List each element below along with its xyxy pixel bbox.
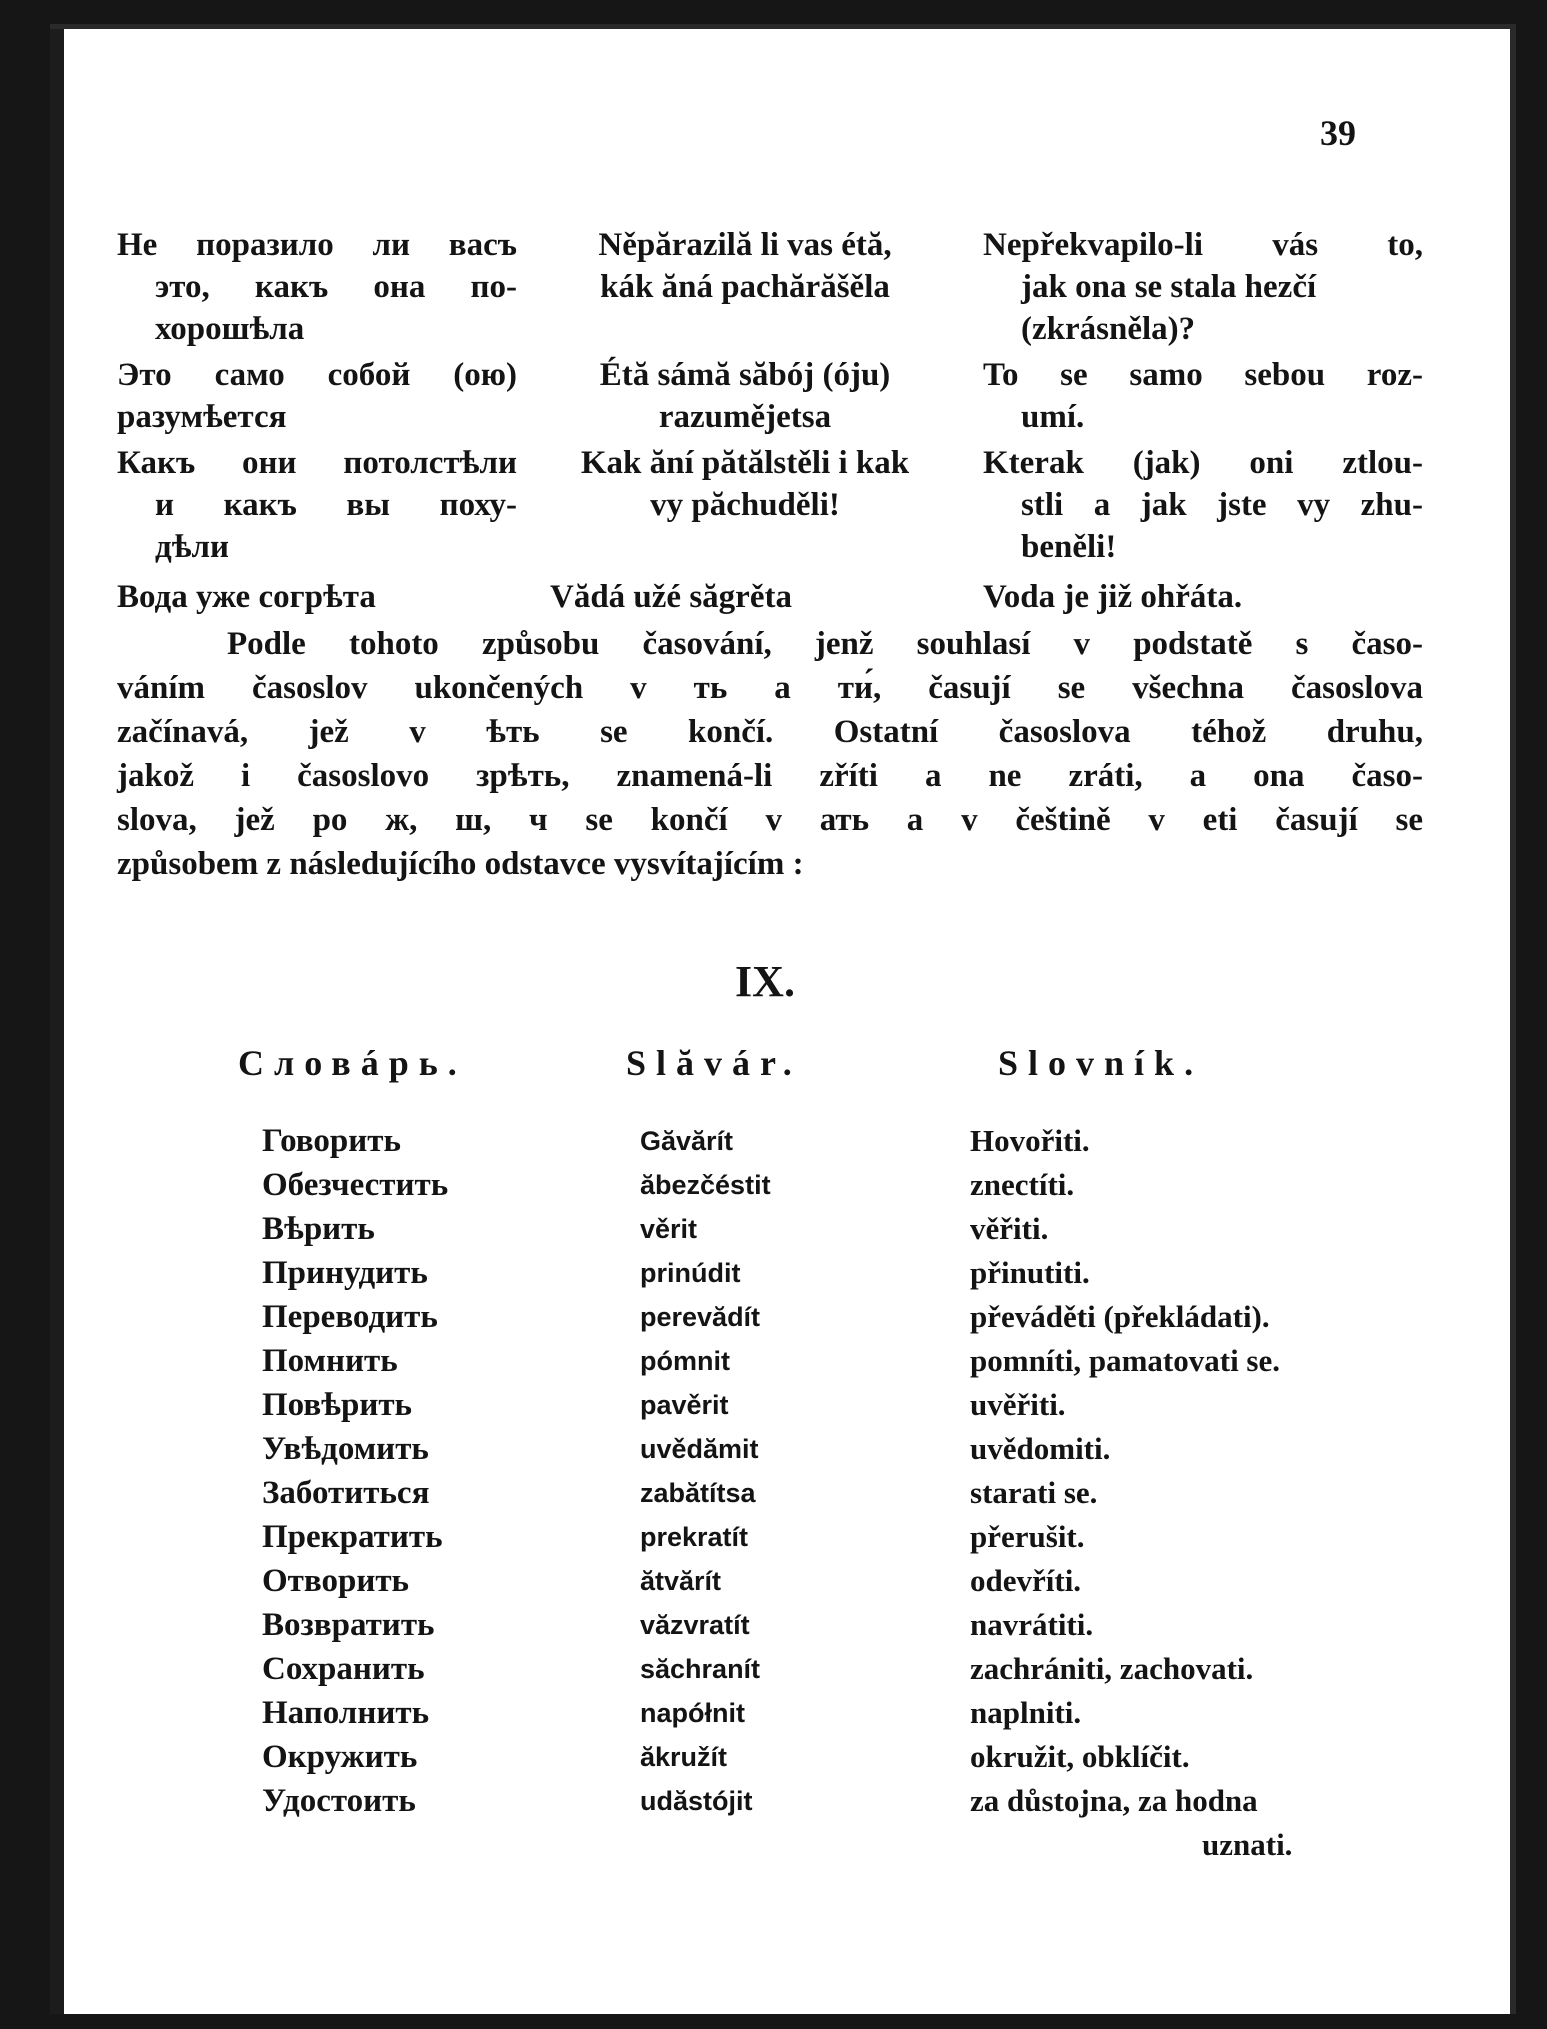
paragraph-line: Podle tohoto způsobu časování, jenž souhlasí v podstatě s časo- <box>227 626 1423 662</box>
row4-russian <box>117 576 517 618</box>
page-number: 39 <box>1320 113 1356 153</box>
vocab-cz-word: uvědomiti. <box>970 1431 1111 1466</box>
row2-ru-line1: Это само собой (ою) <box>117 357 517 393</box>
vocab-ru-word: Прекратить <box>262 1519 443 1555</box>
book-page <box>50 24 1516 2014</box>
vocab-cz-word: uvěřiti. <box>970 1387 1066 1422</box>
row3-cz-line2: stli a jak jste vy zhu- <box>1021 487 1423 523</box>
row2-ru-line2: разумѣется <box>117 399 287 435</box>
vocab-tr-word: prekratít <box>640 1522 749 1552</box>
row2-cz-line1: To se samo sebou roz- <box>983 357 1423 393</box>
row3-transliteration <box>550 442 940 526</box>
vocab-cz-word: starati se. <box>970 1475 1098 1510</box>
vocab-cz-word: přerušit. <box>970 1519 1085 1554</box>
vocab-transliteration-column <box>640 1119 771 1823</box>
paragraph-line: způsobem z následujícího odstavce vysvítajícím : <box>117 846 804 882</box>
row4-ru-line1: Вода уже согрѣта <box>117 579 376 615</box>
vocab-ru-word: Наполнить <box>262 1695 430 1731</box>
vocab-cz-word: za důstojna, za hodna <box>970 1783 1258 1818</box>
row3-ru-line2: и какъ вы поху- <box>155 487 517 523</box>
paragraph-line: začínavá, jež v ѣть se končí. Ostatní časoslova téhož druhu, <box>117 714 1423 750</box>
row1-cz-line2: jak ona se stala hezčí <box>1021 269 1317 305</box>
vocab-ru-word: Принудить <box>262 1255 428 1291</box>
paragraph-line: jakož i časoslovo зрѣть, znamená-li zříti a ne zráti, a ona časo- <box>117 758 1423 794</box>
row1-ru-line2: это, какъ она по- <box>155 269 517 305</box>
scan-top-edge <box>50 24 1516 29</box>
row4-czech <box>983 576 1423 618</box>
vocab-cz-word: znectíti. <box>970 1167 1075 1202</box>
vocab-tr-word: perevădít <box>640 1302 761 1332</box>
vocab-tr-word: prinúdit <box>640 1258 741 1288</box>
vocab-ru-word: Говорить <box>262 1123 401 1159</box>
row1-cz-line3: (zkrásněla)? <box>1021 311 1196 347</box>
vocab-ru-word: Возвратить <box>262 1607 435 1643</box>
vocab-cz-word: převáděti (překládati). <box>970 1299 1270 1334</box>
vocab-ru-word: Удостоить <box>262 1783 416 1819</box>
vocab-ru-word: Повѣрить <box>262 1387 412 1423</box>
vocab-ru-word: Переводить <box>262 1299 438 1335</box>
vocab-russian-column <box>262 1119 448 1823</box>
row3-tr-line1: Kak ăní pătălstěli i kak <box>580 445 910 481</box>
row2-czech <box>983 354 1423 438</box>
row2-transliteration <box>550 354 940 438</box>
paragraph-line: váním časoslov ukončených v ть a ти́, časují se všechna časoslova <box>117 670 1423 706</box>
vocab-tr-word: zabătítsa <box>640 1478 756 1508</box>
column-head-czech: Slovník. <box>998 1043 1204 1083</box>
column-head-russian: Словáрь. <box>238 1043 467 1083</box>
vocab-cz-word: zachrániti, zachovati. <box>970 1651 1254 1686</box>
row4-transliteration <box>550 576 940 618</box>
row3-ru-line3: дѣли <box>155 529 230 565</box>
vocab-ru-word: Заботиться <box>262 1475 430 1511</box>
row2-tr-line1: Étă sámă săbój (óju) <box>599 357 891 393</box>
row4-cz-line1: Voda je již ohřáta. <box>983 579 1243 615</box>
vocab-tr-word: ătvărít <box>640 1566 722 1596</box>
row2-russian <box>117 354 517 438</box>
vocab-tr-word: věrit <box>640 1214 698 1244</box>
column-head-transliteration: Slăvár. <box>626 1043 802 1083</box>
vocab-cz-word: uznati. <box>1202 1827 1293 1862</box>
row3-russian <box>117 442 517 568</box>
vocab-tr-word: Găvărít <box>640 1126 734 1156</box>
scan-right-edge <box>1510 24 1516 2014</box>
vocab-cz-word: naplniti. <box>970 1695 1082 1730</box>
vocab-ru-word: Сохранить <box>262 1651 425 1687</box>
vocab-tr-word: ăbezčéstit <box>640 1170 771 1200</box>
vocab-czech-column <box>970 1119 1292 1867</box>
vocab-tr-word: săchranít <box>640 1654 761 1684</box>
vocab-tr-word: pavěrit <box>640 1390 729 1420</box>
vocab-ru-word: Окружить <box>262 1739 418 1775</box>
row1-cz-line1: Nepřekvapilo-li vás to, <box>983 227 1423 263</box>
section-heading: IX. <box>735 957 795 1006</box>
row3-cz-line1: Kterak (jak) oni ztlou- <box>983 445 1423 481</box>
vocab-tr-word: udăstójit <box>640 1786 753 1816</box>
row1-transliteration <box>550 224 940 308</box>
vocab-ru-word: Вѣрить <box>262 1211 375 1247</box>
vocab-cz-word: pomníti, pamatovati se. <box>970 1343 1280 1378</box>
vocab-tr-word: napółnit <box>640 1698 745 1728</box>
row4-tr-line1: Vădá užé săgrěta <box>550 579 792 615</box>
row1-tr-line1: Něpărazilă li vas étă, <box>598 227 892 263</box>
row3-ru-line1: Какъ они потолстѣли <box>117 445 517 481</box>
row3-cz-line3: beněli! <box>1021 529 1117 565</box>
row1-czech <box>983 224 1423 350</box>
vocab-ru-word: Увѣдомить <box>262 1431 429 1467</box>
explanatory-paragraph <box>117 622 1423 886</box>
vocab-tr-word: uvědămit <box>640 1434 759 1464</box>
scan-left-edge <box>50 24 64 2014</box>
row1-ru-line1: Не поразило ли васъ <box>117 227 517 263</box>
vocab-tr-word: ăkružít <box>640 1742 728 1772</box>
row2-tr-line2: razuměјetsa <box>658 399 832 435</box>
row3-tr-line2: vy păchuděli! <box>650 487 840 523</box>
row1-russian <box>117 224 517 350</box>
row1-ru-line3: хорошѣла <box>155 311 305 347</box>
vocab-ru-word: Отворить <box>262 1563 410 1599</box>
vocab-ru-word: Помнить <box>262 1343 398 1379</box>
vocab-cz-word: věřiti. <box>970 1211 1049 1246</box>
vocab-ru-word: Обезчестить <box>262 1167 449 1203</box>
paragraph-line: slova, jež po ж, ш, ч se končí v ать a v češtině v eti časují se <box>117 802 1423 838</box>
row1-tr-line2: kák ăná pachărăšěla <box>600 269 890 305</box>
vocab-tr-word: pómnit <box>640 1346 730 1376</box>
row2-cz-line2: umí. <box>1021 399 1085 435</box>
vocab-cz-word: odevříti. <box>970 1563 1082 1598</box>
vocab-cz-word: Hovořiti. <box>970 1123 1090 1158</box>
vocab-cz-word: přinutiti. <box>970 1255 1090 1290</box>
row3-czech <box>983 442 1423 568</box>
vocab-cz-word: okružit, obklíčit. <box>970 1739 1190 1774</box>
vocab-tr-word: văzvratít <box>640 1610 750 1640</box>
vocab-cz-word: navrátiti. <box>970 1607 1094 1642</box>
